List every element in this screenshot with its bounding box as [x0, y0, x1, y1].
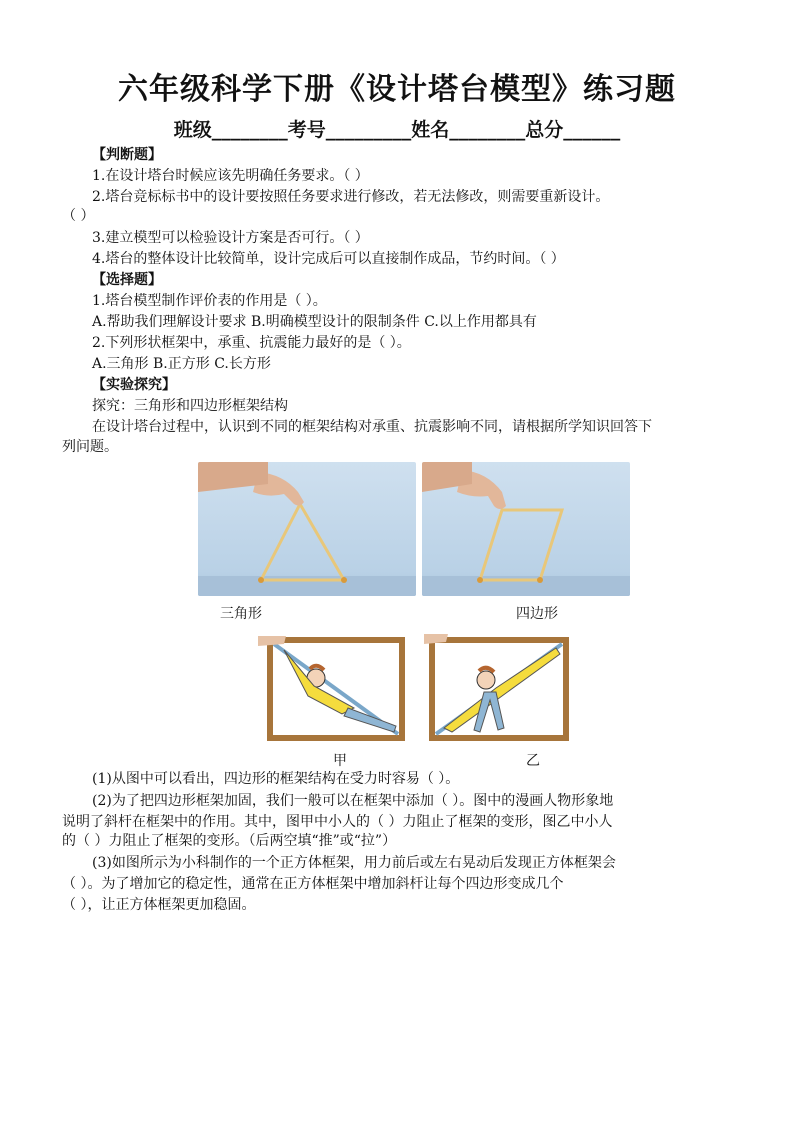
intro-text: 在设计塔台过程中，认识到不同的框架结构对承重、抗震影响不同，请根据所学知识回答下 — [92, 419, 652, 435]
caption-yi: 乙 — [526, 753, 540, 769]
cartoon-jia-pulling — [258, 630, 410, 742]
choice-q2: 2.下列形状框架中，承重、抗震能力最好的是（ ）。 — [92, 335, 411, 351]
caption-jia: 甲 — [333, 753, 347, 769]
judge-q1: 1.在设计塔台时候应该先明确任务要求。（ ） — [92, 168, 369, 184]
triangle-frame-photo — [198, 462, 416, 596]
exp-q2-cont2: 的（ ）力阻止了框架的变形。（后两空填“推”或“拉”） — [62, 833, 397, 849]
exp-q3: (3)如图所示为小科制作的一个正方体框架，用力前后或左右晃动后发现正方体框架会 — [92, 855, 616, 871]
section-choice: 【选择题】 — [92, 272, 162, 288]
page-title: 六年级科学下册《设计塔台模型》练习题 — [118, 72, 676, 107]
judge-q2-blank: （ ） — [62, 208, 95, 224]
exp-q2-cont1: 说明了斜杆在框架中的作用。其中，图甲中小人的（ ）力阻止了框架的变形，图乙中小人 — [62, 814, 613, 830]
exp-q3-cont2: （ ），让正方体框架更加稳固。 — [62, 897, 256, 913]
caption-quadrilateral: 四边形 — [516, 606, 558, 622]
section-experiment: 【实验探究】 — [92, 377, 176, 393]
exp-q2: (2)为了把四边形框架加固，我们一般可以在框架中添加（ ）。图中的漫画人物形象地 — [92, 793, 614, 809]
quadrilateral-frame-photo — [422, 462, 630, 596]
choice-q1-options: A.帮助我们理解设计要求 B.明确模型设计的限制条件 C.以上作用都具有 — [92, 314, 537, 330]
choice-q2-options: A.三角形 B.正方形 C.长方形 — [92, 356, 271, 372]
exp-q1: (1)从图中可以看出，四边形的框架结构在受力时容易（ ）。 — [92, 771, 460, 787]
judge-q2: 2.塔台竞标标书中的设计要按照任务要求进行修改，若无法修改，则需要重新设计。 — [92, 189, 610, 205]
caption-triangle: 三角形 — [220, 606, 262, 622]
judge-q4: 4.塔台的整体设计比较简单，设计完成后可以直接制作成品，节约时间。（ ） — [92, 251, 565, 267]
section-true-false: 【判断题】 — [92, 147, 162, 163]
explore-topic: 探究：三角形和四边形框架结构 — [92, 398, 288, 414]
cartoon-yi-pushing — [424, 630, 576, 742]
judge-q3: 3.建立模型可以检验设计方案是否可行。（ ） — [92, 230, 369, 246]
student-info-line: 班级________考号_________姓名________总分______ — [173, 119, 621, 141]
intro-text-cont: 列问题。 — [62, 439, 118, 455]
exp-q3-cont1: （ ）。为了增加它的稳定性，通常在正方体框架中增加斜杆让每个四边形变成几个 — [62, 876, 564, 892]
choice-q1: 1.塔台模型制作评价表的作用是（ ）。 — [92, 293, 327, 309]
